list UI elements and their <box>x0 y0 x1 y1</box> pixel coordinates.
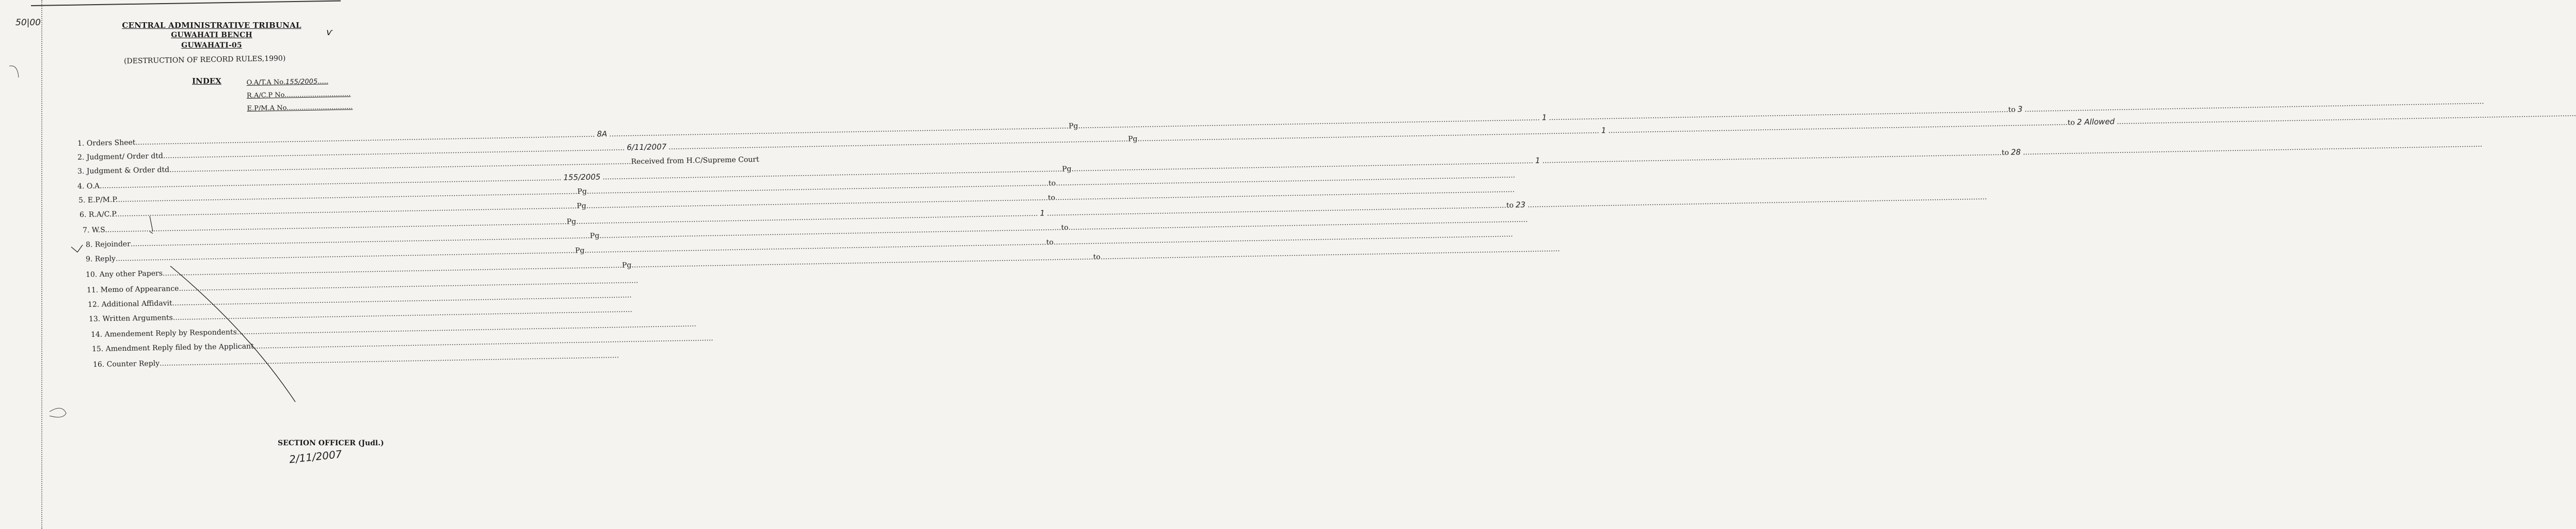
dot-leader: ........................................................................................................................................................................................................ <box>1527 193 1987 210</box>
dot-leader: ........................................................................................................................................................................................................ <box>1549 105 2009 122</box>
dot-leader: ........................................................................................................................................................................................................ <box>172 305 632 322</box>
to-label: to <box>2001 148 2009 157</box>
dot-leader: ........................................................................................................................................................................................................ <box>253 334 713 351</box>
dot-leader: ........................................................................................................................................................................................................ <box>1068 215 1528 232</box>
dot-leader: ........................................................................................................................................................................................................ <box>601 224 1061 240</box>
dot-leader: ........................................................................................................................................................................................................ <box>118 188 578 204</box>
item-number: 16. <box>92 360 105 369</box>
header-line-3: GUWAHATI-05 <box>181 41 242 50</box>
margin-scribble <box>50 408 66 417</box>
to-value: 2 Allowed <box>2077 117 2115 127</box>
item-label: Counter Reply <box>106 359 160 369</box>
dot-leader: ........................................................................................................................................................................................................ <box>609 122 1069 139</box>
dot-leader: ........................................................................................................................................................................................................ <box>165 144 625 161</box>
dot-leader: ........................................................................................................................................................................................................ <box>633 253 1093 270</box>
index-title: INDEX <box>192 76 221 86</box>
dot-leader: ........................................................................................................................................................................................................ <box>159 351 619 368</box>
strike-line <box>170 266 295 402</box>
dot-leader: ........................................................................................................................................................................................................ <box>130 231 590 248</box>
item-label: W.S. <box>91 226 107 235</box>
item-label: Any other Papers <box>99 269 163 279</box>
dot-leader: ........................................................................................................................................................................................................ <box>102 174 562 191</box>
margin-note: 50|00 <box>15 18 41 28</box>
dot-leader: ........................................................................................................................................................................................................ <box>1053 230 1513 247</box>
item-label: E.P/M.P. <box>87 195 118 205</box>
to-value: 23 <box>1515 200 1526 210</box>
rules-subtitle: (DESTRUCTION OF RECORD RULES,1990) <box>123 54 286 66</box>
dot-leader: ........................................................................................................................................................................................................ <box>162 261 622 278</box>
item-label: Rejoinder <box>94 240 131 249</box>
dot-leader: ........................................................................................................................................................................................................ <box>589 179 1049 196</box>
pg-value: 1 <box>1040 208 1045 218</box>
dot-leader: ........................................................................................................................................................................................................ <box>1046 201 1507 218</box>
item-number: 14. <box>90 330 103 339</box>
pg-label: Pg. <box>1068 122 1080 131</box>
dot-leader: ........................................................................................................................................................................................................ <box>602 165 1062 182</box>
pg-label: Pg. <box>590 231 602 240</box>
item-number: 10. <box>85 270 98 279</box>
check-mark <box>71 245 83 252</box>
item-label: Amendment Reply filed by the Applicant <box>105 342 254 353</box>
dot-leader: ........................................................................................................................................................................................................ <box>1073 157 1534 174</box>
item-label: R.A/C.P. <box>88 210 118 219</box>
pg-label: Pg. <box>577 187 590 196</box>
margin-scribble-2 <box>9 66 19 77</box>
pg-label: Pg. <box>575 246 587 255</box>
dot-leader: ........................................................................................................................................................................................................ <box>668 135 1128 152</box>
item-number: 2. <box>77 153 85 162</box>
dot-leader: ........................................................................................................................................................................................................ <box>1542 148 2002 165</box>
dot-leader: ........................................................................................................................................................................................................ <box>1139 127 1599 144</box>
dot-leader: ........................................................................................................................................................................................................ <box>588 194 1048 210</box>
source-note: Received from H.C/Supreme Court <box>631 155 759 166</box>
dot-leader: ........................................................................................................................................................................................................ <box>2117 110 2576 127</box>
header-line-1: CENTRAL ADMINISTRATIVE TRIBUNAL <box>122 21 301 30</box>
dot-leader: ........................................................................................................................................................................................................ <box>115 246 576 263</box>
item-label: Additional Affidavit <box>101 299 172 309</box>
item-label: Written Arguments <box>102 314 173 323</box>
dot-leader: ........................................................................................................................................................................................................ <box>172 291 632 308</box>
to-label: to <box>1506 201 1514 210</box>
item-label: Judgment & Order dtd. <box>86 165 172 176</box>
to-label: to <box>1046 238 1054 247</box>
pg-value: 1 <box>1535 155 1540 165</box>
pg-value: 1 <box>1541 113 1547 122</box>
pg-label: Pg. <box>577 201 589 211</box>
to-label: to <box>1061 223 1069 232</box>
handwritten-entry: 155/2005 <box>563 172 601 182</box>
pg-label: Pg. <box>622 261 634 270</box>
header-line-2: GUWAHATI BENCH <box>171 31 252 39</box>
tick-mark <box>150 216 153 234</box>
dot-leader: ........................................................................................................................................................................................................ <box>1608 118 2068 135</box>
pg-label: Pg. <box>1127 135 1140 144</box>
item-number: 5. <box>78 196 86 205</box>
item-label: O.A. <box>86 182 102 191</box>
item-label: Memo of Appearance <box>100 284 179 294</box>
item-number: 7. <box>82 226 90 235</box>
handwritten-entry: 6/11/2007 <box>627 142 667 152</box>
corner-mark: ѵ <box>326 27 332 38</box>
dot-leader: ........................................................................................................................................................................................................ <box>171 158 631 174</box>
item-number: 6. <box>79 210 87 219</box>
pg-value: 1 <box>1601 126 1607 135</box>
item-number: 9. <box>85 255 93 263</box>
item-number: 8. <box>85 240 93 249</box>
dot-leader: ........................................................................................................................................................................................................ <box>2024 97 2484 114</box>
dot-leader: ........................................................................................................................................................................................................ <box>586 238 1046 255</box>
to-label: to <box>2068 118 2075 127</box>
officer-signature-date: 2/11/2007 <box>289 447 343 466</box>
to-value: 28 <box>2011 147 2021 157</box>
dot-leader: ........................................................................................................................................................................................................ <box>2023 140 2483 157</box>
handwritten-entry: 8A <box>597 129 608 139</box>
item-label: Judgment/ Order dtd. <box>86 152 166 162</box>
section-officer-label: SECTION OFFICER (Judl.) <box>278 439 384 447</box>
dot-leader: ........................................................................................................................................................................................................ <box>1056 171 1516 188</box>
dot-leader: ........................................................................................................................................................................................................ <box>107 217 567 235</box>
pg-label: Pg. <box>566 217 579 226</box>
pen-marks <box>0 0 397 529</box>
item-number: 3. <box>77 167 85 176</box>
item-label: Reply <box>94 254 116 263</box>
item-number: 15. <box>91 345 104 353</box>
dot-leader: ........................................................................................................................................................................................................ <box>1055 185 1515 203</box>
item-number: 13. <box>88 315 101 323</box>
dot-leader: ........................................................................................................................................................................................................ <box>578 209 1038 226</box>
item-number: 12. <box>87 300 100 309</box>
item-number: 1. <box>77 139 85 148</box>
item-label: Orders Sheet <box>86 138 136 148</box>
item-label: Amendement Reply by Respondents <box>104 328 237 339</box>
to-label: to <box>2008 105 2016 114</box>
dot-leader: ........................................................................................................................................................................................................ <box>1100 245 1560 261</box>
ref-ra: R.A/C.P No............................... <box>246 90 351 100</box>
dot-leader: ........................................................................................................................................................................................................ <box>179 276 639 293</box>
to-label: to <box>1048 179 1056 188</box>
to-label: to <box>1047 194 1056 203</box>
pg-label: Pg. <box>1062 165 1074 174</box>
item-number: 4. <box>77 182 85 191</box>
to-label: to <box>1093 253 1101 261</box>
item-number: 11. <box>86 286 99 294</box>
ref-ep: E.P/M.A No............................... <box>247 103 353 113</box>
dot-leader: ........................................................................................................................................................................................................ <box>117 202 577 219</box>
ref-oa: O.A/T.A No.155/2005..... <box>246 77 328 87</box>
dot-leader: ........................................................................................................................................................................................................ <box>1080 114 1540 131</box>
dot-leader: ........................................................................................................................................................................................................ <box>236 320 696 337</box>
dot-leader: ........................................................................................................................................................................................................ <box>135 130 595 147</box>
to-value: 3 <box>2017 104 2023 114</box>
